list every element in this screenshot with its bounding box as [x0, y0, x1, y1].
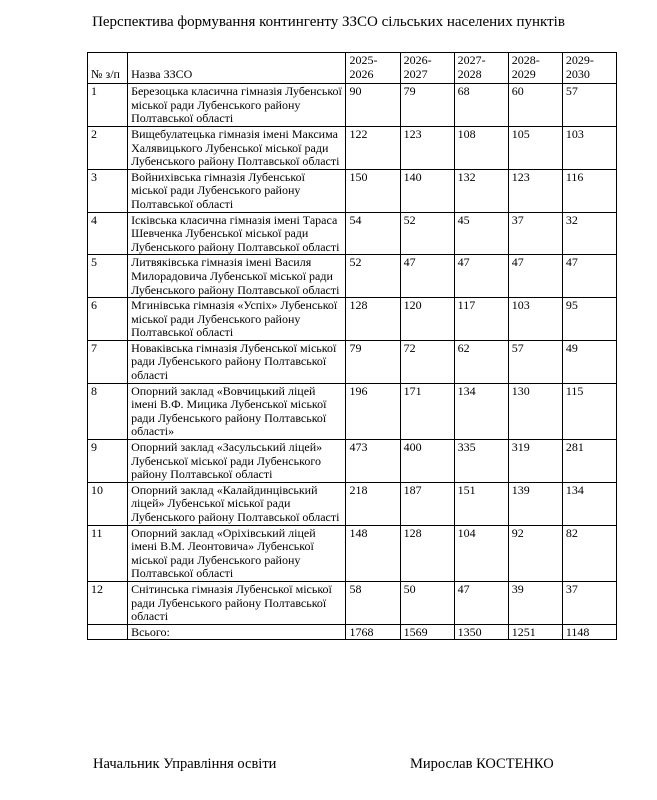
enrollment-value: 116	[562, 169, 616, 212]
school-name: Войнихівська гімназія Лубенської міської ради Лубенського району Полтавської області	[128, 169, 346, 212]
header-num: № з/п	[88, 53, 128, 84]
enrollment-value: 62	[454, 340, 508, 383]
total-value: 1251	[508, 624, 562, 640]
header-year: 2027-2028	[454, 53, 508, 84]
school-name: Опорний заклад «Засульський ліцей» Лубенської міської ради Лубенського району Полтавської області	[128, 440, 346, 483]
total-value: 1148	[562, 624, 616, 640]
school-name: Березоцька класична гімназія Лубенської міської ради Лубенського району Полтавської області	[128, 84, 346, 127]
enrollment-value: 115	[562, 383, 616, 439]
header-year: 2029-2030	[562, 53, 616, 84]
table-header-row	[88, 53, 617, 84]
header-year: 2025-2026	[346, 53, 400, 84]
enrollment-value: 57	[508, 340, 562, 383]
school-name: Опорний заклад «Вовчицький ліцей імені В.Ф. Мицика Лубенської міської ради Лубенського району Полтавської області»	[128, 383, 346, 439]
row-number: 2	[88, 126, 128, 169]
enrollment-value: 37	[508, 212, 562, 255]
enrollment-value: 47	[508, 255, 562, 298]
total-label: Всього:	[128, 624, 346, 640]
table-row	[88, 169, 617, 212]
enrollment-value: 52	[400, 212, 454, 255]
enrollment-value: 150	[346, 169, 400, 212]
table-row	[88, 212, 617, 255]
header-name: Назва ЗЗСО	[128, 53, 346, 84]
table-row	[88, 383, 617, 439]
table-row	[88, 255, 617, 298]
total-num-cell	[88, 624, 128, 640]
school-name: Вищебулатецька гімназія імені Максима Халявицького Лубенської міської ради Лубенського району Полтавської області	[128, 126, 346, 169]
row-number: 1	[88, 84, 128, 127]
school-name: Опорний заклад «Оріхівський ліцей імені В.М. Леонтовича» Лубенської міської ради Лубенського району Полтавської області	[128, 525, 346, 581]
school-name: Снітинська гімназія Лубенської міської ради Лубенського району Полтавської області	[128, 581, 346, 624]
table-row	[88, 581, 617, 624]
enrollment-value: 187	[400, 482, 454, 525]
enrollment-value: 79	[400, 84, 454, 127]
enrollment-value: 57	[562, 84, 616, 127]
header-year: 2028-2029	[508, 53, 562, 84]
enrollment-value: 104	[454, 525, 508, 581]
enrollment-value: 128	[346, 298, 400, 341]
enrollment-value: 37	[562, 581, 616, 624]
document-title: Перспектива формування контингенту ЗЗСО сільських населених пунктів	[92, 14, 565, 30]
enrollment-value: 130	[508, 383, 562, 439]
row-number: 10	[88, 482, 128, 525]
enrollment-value: 49	[562, 340, 616, 383]
school-name: Опорний заклад «Калайдинцівський ліцей» Лубенської міської ради Лубенського району Полтавської області	[128, 482, 346, 525]
enrollment-value: 120	[400, 298, 454, 341]
row-number: 4	[88, 212, 128, 255]
table-row	[88, 525, 617, 581]
contingent-table	[87, 52, 617, 640]
enrollment-value: 140	[400, 169, 454, 212]
total-row	[88, 624, 617, 640]
signatory-name: Мирослав КОСТЕНКО	[410, 756, 554, 772]
enrollment-value: 108	[454, 126, 508, 169]
enrollment-value: 151	[454, 482, 508, 525]
enrollment-value: 139	[508, 482, 562, 525]
enrollment-value: 47	[400, 255, 454, 298]
enrollment-value: 218	[346, 482, 400, 525]
enrollment-value: 90	[346, 84, 400, 127]
enrollment-value: 60	[508, 84, 562, 127]
enrollment-value: 92	[508, 525, 562, 581]
table-row	[88, 482, 617, 525]
enrollment-value: 32	[562, 212, 616, 255]
enrollment-value: 123	[400, 126, 454, 169]
enrollment-value: 54	[346, 212, 400, 255]
total-value: 1768	[346, 624, 400, 640]
row-number: 3	[88, 169, 128, 212]
enrollment-value: 103	[508, 298, 562, 341]
enrollment-value: 400	[400, 440, 454, 483]
enrollment-value: 171	[400, 383, 454, 439]
table-row	[88, 340, 617, 383]
enrollment-value: 47	[454, 581, 508, 624]
enrollment-value: 50	[400, 581, 454, 624]
row-number: 11	[88, 525, 128, 581]
enrollment-value: 196	[346, 383, 400, 439]
enrollment-value: 132	[454, 169, 508, 212]
row-number: 12	[88, 581, 128, 624]
school-name: Ісківська класична гімназія імені Тараса Шевченка Лубенської міської ради Лубенського району Полтавської області	[128, 212, 346, 255]
enrollment-value: 473	[346, 440, 400, 483]
enrollment-value: 45	[454, 212, 508, 255]
school-name: Литвяківська гімназія імені Василя Милорадовича Лубенської міської ради Лубенського району Полтавської області	[128, 255, 346, 298]
enrollment-value: 79	[346, 340, 400, 383]
total-value: 1569	[400, 624, 454, 640]
signatory-position: Начальник Управління освіти	[93, 756, 277, 772]
enrollment-value: 103	[562, 126, 616, 169]
enrollment-value: 123	[508, 169, 562, 212]
row-number: 7	[88, 340, 128, 383]
row-number: 5	[88, 255, 128, 298]
enrollment-value: 82	[562, 525, 616, 581]
school-name: Мгинівська гімназія «Успіх» Лубенської міської ради Лубенського району Полтавської області	[128, 298, 346, 341]
enrollment-value: 281	[562, 440, 616, 483]
enrollment-value: 134	[454, 383, 508, 439]
enrollment-value: 58	[346, 581, 400, 624]
table-row	[88, 440, 617, 483]
enrollment-value: 47	[454, 255, 508, 298]
enrollment-value: 52	[346, 255, 400, 298]
header-year: 2026-2027	[400, 53, 454, 84]
table-row	[88, 84, 617, 127]
enrollment-value: 128	[400, 525, 454, 581]
table-row	[88, 298, 617, 341]
row-number: 6	[88, 298, 128, 341]
row-number: 9	[88, 440, 128, 483]
enrollment-value: 335	[454, 440, 508, 483]
enrollment-value: 72	[400, 340, 454, 383]
row-number: 8	[88, 383, 128, 439]
school-name: Новаківська гімназія Лубенської міської ради Лубенського району Полтавської області	[128, 340, 346, 383]
table-row	[88, 126, 617, 169]
table-body	[88, 84, 617, 625]
enrollment-value: 117	[454, 298, 508, 341]
total-value: 1350	[454, 624, 508, 640]
enrollment-value: 319	[508, 440, 562, 483]
enrollment-value: 39	[508, 581, 562, 624]
enrollment-value: 47	[562, 255, 616, 298]
enrollment-value: 105	[508, 126, 562, 169]
enrollment-value: 95	[562, 298, 616, 341]
enrollment-value: 148	[346, 525, 400, 581]
enrollment-value: 122	[346, 126, 400, 169]
enrollment-value: 68	[454, 84, 508, 127]
enrollment-value: 134	[562, 482, 616, 525]
